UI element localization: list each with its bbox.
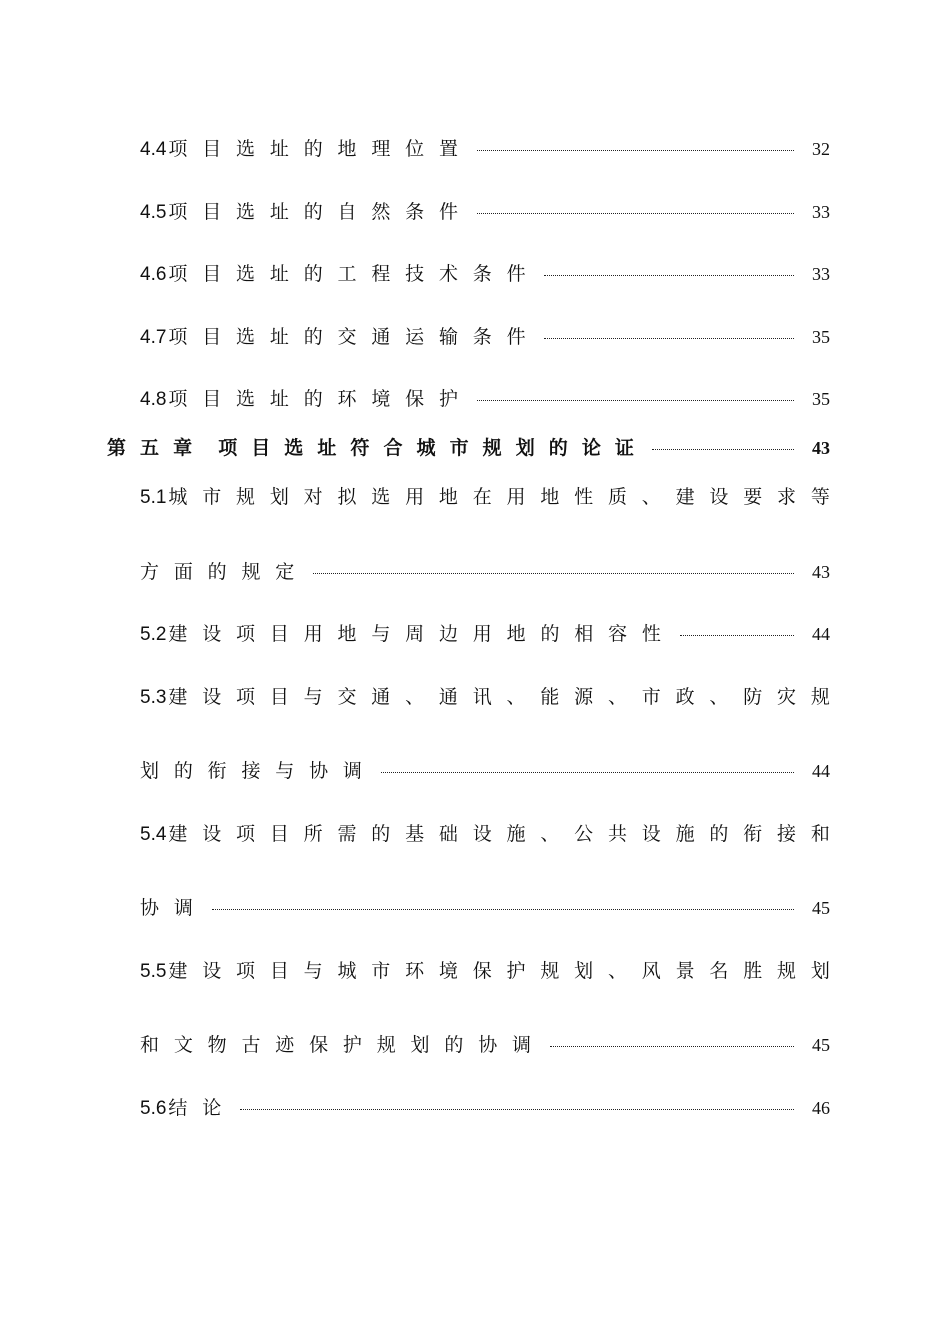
section-title: 项目选址的交通运输条件 (168, 326, 541, 348)
section-title: 项目选址的自然条件 (168, 201, 473, 223)
dot-leader (652, 449, 794, 450)
title-char: 目 (269, 823, 289, 845)
title-char: 、 (607, 960, 627, 982)
section-title: 项目选址的工程技术条件 (168, 263, 541, 285)
title-char: 规 (540, 960, 560, 982)
title-char: 在 (472, 486, 492, 508)
title-char: 境 (438, 960, 458, 982)
title-char: 拟 (337, 486, 357, 508)
title-char: 市 (641, 686, 661, 708)
title-char: 目 (269, 960, 289, 982)
title-char: 城 (168, 486, 188, 508)
page-number: 45 (812, 898, 830, 918)
title-char: 质 (607, 486, 627, 508)
page-number: 32 (812, 139, 830, 159)
toc-entry-4-4[interactable] (140, 140, 830, 159)
title-char: 地 (540, 486, 560, 508)
dot-leader (544, 275, 794, 276)
dot-leader (313, 573, 794, 574)
dot-leader (680, 635, 794, 636)
toc-entry-4-7[interactable] (140, 328, 830, 347)
title-char: 防 (743, 686, 763, 708)
title-char: 、 (506, 686, 526, 708)
dot-leader (544, 338, 794, 339)
title-char: 、 (540, 823, 560, 845)
section-number: 4.4 (140, 139, 167, 160)
title-char: 项 (236, 960, 256, 982)
title-char: 划 (269, 486, 289, 508)
title-char: 环 (405, 960, 425, 982)
section-number: 4.7 (140, 327, 167, 348)
title-char: 名 (709, 960, 729, 982)
title-char: 划 (574, 960, 594, 982)
section-title-line1 (168, 825, 830, 844)
page-number: 43 (812, 438, 830, 458)
title-char: 选 (371, 486, 391, 508)
title-char: 讯 (472, 686, 492, 708)
title-char: 、 (607, 686, 627, 708)
section-title-line2: 划的衔接与协调 (140, 760, 377, 782)
title-char: 划 (810, 960, 830, 982)
toc-entry-5-3-line2[interactable] (140, 762, 830, 781)
title-char: 设 (202, 823, 222, 845)
chapter-number: 第五章 (107, 437, 207, 459)
section-title: 结论 (168, 1097, 237, 1119)
section-title-line2: 和文物古迹保护规划的协调 (140, 1034, 546, 1056)
toc-entry-5-4-line1[interactable] (140, 825, 830, 844)
section-number: 5.3 (140, 687, 167, 708)
title-char: 规 (236, 486, 256, 508)
title-char: 建 (168, 686, 188, 708)
title-char: 保 (472, 960, 492, 982)
section-title: 建设项目用地与周边用地的相容性 (168, 623, 676, 645)
title-char: 通 (438, 686, 458, 708)
title-char: 交 (337, 686, 357, 708)
toc-chapter-5[interactable] (107, 439, 830, 458)
section-number: 4.6 (140, 264, 167, 285)
chapter-title: 项目选址符合城市规划的论证 (218, 437, 648, 459)
dot-leader (477, 213, 794, 214)
title-char: 、 (405, 686, 425, 708)
title-char: 灾 (777, 686, 797, 708)
title-char: 建 (675, 486, 695, 508)
title-char: 、 (641, 486, 661, 508)
section-title-line1 (168, 688, 830, 707)
toc-entry-5-6[interactable] (140, 1099, 830, 1118)
title-char: 基 (405, 823, 425, 845)
page-number: 44 (812, 624, 830, 644)
title-char: 能 (540, 686, 560, 708)
section-title: 项目选址的地理位置 (168, 138, 473, 160)
page-number: 43 (812, 562, 830, 582)
page-number: 44 (812, 761, 830, 781)
toc-entry-4-6[interactable] (140, 265, 830, 284)
title-char: 接 (777, 823, 797, 845)
title-char: 衔 (743, 823, 763, 845)
toc-entry-5-1-line1[interactable] (140, 488, 830, 507)
title-char: 景 (675, 960, 695, 982)
section-number: 5.4 (140, 824, 167, 845)
dot-leader (381, 772, 794, 773)
title-char: 源 (574, 686, 594, 708)
title-char: 要 (743, 486, 763, 508)
title-char: 用 (405, 486, 425, 508)
title-char: 用 (506, 486, 526, 508)
title-char: 目 (269, 686, 289, 708)
title-char: 对 (303, 486, 323, 508)
title-char: 城 (337, 960, 357, 982)
section-number: 4.5 (140, 202, 167, 223)
section-title-line1 (168, 488, 830, 507)
title-char: 建 (168, 960, 188, 982)
dot-leader (477, 150, 794, 151)
title-char: 设 (641, 823, 661, 845)
section-title-line2: 方面的规定 (140, 561, 310, 583)
page-number: 46 (812, 1098, 830, 1118)
title-char: 公 (574, 823, 594, 845)
title-char: 、 (709, 686, 729, 708)
title-char: 和 (810, 823, 830, 845)
toc-entry-5-3-line1[interactable] (140, 688, 830, 707)
title-char: 础 (438, 823, 458, 845)
title-char: 设 (472, 823, 492, 845)
toc-entry-5-4-line2[interactable] (140, 899, 830, 918)
title-char: 性 (574, 486, 594, 508)
toc-entry-4-8[interactable] (140, 390, 830, 409)
toc-entry-5-5-line2[interactable] (140, 1036, 830, 1055)
dot-leader (550, 1046, 794, 1047)
title-char: 设 (709, 486, 729, 508)
section-number: 5.6 (140, 1098, 167, 1119)
title-char: 项 (236, 823, 256, 845)
title-char: 所 (303, 823, 323, 845)
section-title-line2: 协调 (140, 897, 208, 919)
section-number: 4.8 (140, 389, 167, 410)
toc-entry-5-5-line1[interactable] (140, 962, 830, 981)
title-char: 通 (371, 686, 391, 708)
page-number: 35 (812, 327, 830, 347)
title-char: 胜 (743, 960, 763, 982)
title-char: 建 (168, 823, 188, 845)
toc-entry-5-2[interactable] (140, 625, 830, 644)
title-char: 地 (438, 486, 458, 508)
title-char: 风 (641, 960, 661, 982)
title-char: 的 (709, 823, 729, 845)
title-char: 需 (337, 823, 357, 845)
title-char: 与 (303, 686, 323, 708)
page-number: 45 (812, 1035, 830, 1055)
page-number: 33 (812, 264, 830, 284)
toc-entry-5-1-line2[interactable] (140, 563, 830, 582)
page-number: 33 (812, 202, 830, 222)
dot-leader (477, 400, 794, 401)
dot-leader (212, 909, 794, 910)
title-char: 政 (675, 686, 695, 708)
title-char: 规 (810, 686, 830, 708)
section-title: 项目选址的环境保护 (168, 388, 473, 410)
title-char: 等 (810, 486, 830, 508)
toc-entry-4-5[interactable] (140, 203, 830, 222)
title-char: 的 (371, 823, 391, 845)
section-title-line1 (168, 962, 830, 981)
title-char: 施 (675, 823, 695, 845)
title-char: 市 (202, 486, 222, 508)
section-number: 5.5 (140, 961, 167, 982)
title-char: 与 (303, 960, 323, 982)
dot-leader (240, 1109, 794, 1110)
title-char: 共 (607, 823, 627, 845)
page-number: 35 (812, 389, 830, 409)
title-char: 设 (202, 960, 222, 982)
title-char: 市 (371, 960, 391, 982)
title-char: 规 (777, 960, 797, 982)
title-char: 项 (236, 686, 256, 708)
title-char: 求 (777, 486, 797, 508)
section-number: 5.2 (140, 624, 167, 645)
title-char: 设 (202, 686, 222, 708)
section-number: 5.1 (140, 487, 167, 508)
title-char: 施 (506, 823, 526, 845)
title-char: 护 (506, 960, 526, 982)
